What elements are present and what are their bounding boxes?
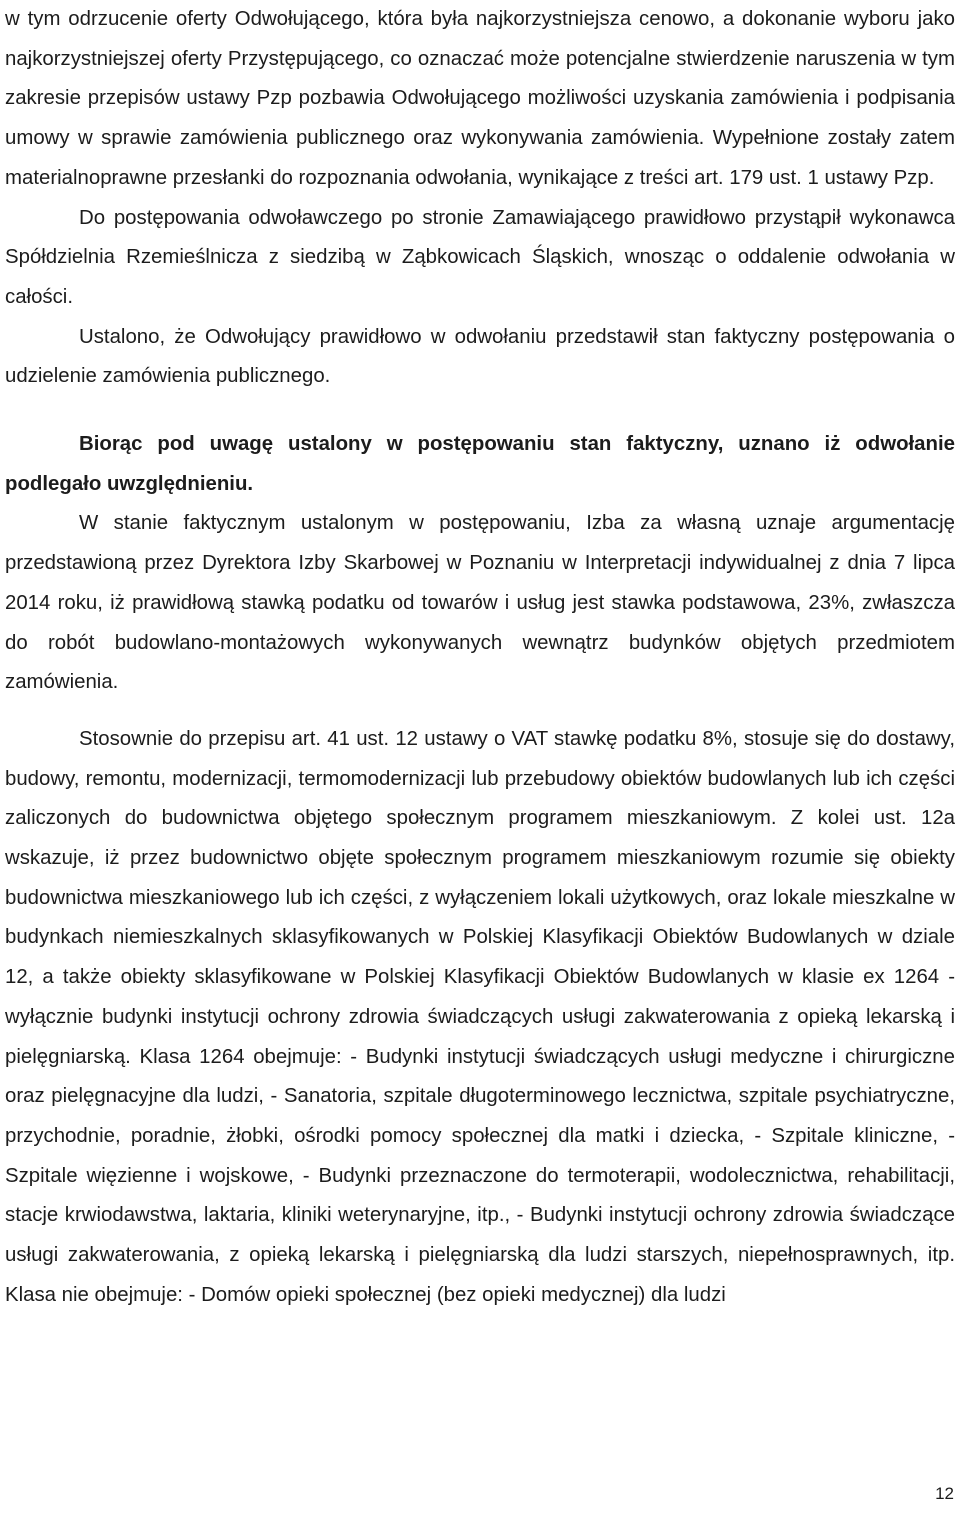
paragraph-standing-conclusion: w tym odrzucenie oferty Odwołującego, która była najkorzystniejsza cenowo, a dokonanie wyboru jako najkorzystniejszej oferty Przystępującego, co oznaczać może potencjalne stwierdzenie naruszenia w tym zakresie przepisów ustawy Pzp pozbawia Odwołującego możliwości uzyskania zamówienia i podpisania umowy w sprawie zamówienia publicznego oraz wykonywania zamówienia. Wypełnione zostały zatem materialnoprawne przesłanki do rozpoznania odwołania, wynikające z treści art. 179 ust. 1 ustawy Pzp. [5,8,955,189]
page-number: 12 [935,1484,954,1503]
paragraph-intervener: Do postępowania odwoławczego po stronie Zamawiającego prawidłowo przystąpił wykonawca Spółdzielnia Rzemieślnicza z siedzibą w Ząbkowicach Śląskich, wnosząc o oddalenie odwołania w całości. [5,206,955,308]
paragraph-tax-interpretation: W stanie faktycznym ustalonym w postępowaniu, Izba za własną uznaje argumentację przedstawioną przez Dyrektora Izby Skarbowej w Poznaniu w Interpretacji indywidualnej z dnia 7 lipca 2014 roku, iż prawidłową stawką podatku od towarów i usług jest stawka podstawowa, 23%, zwłaszcza do robót budowlano-montażowych wykonywanych wewnątrz budynków objętych przedmiotem zamówienia. [5,512,955,694]
document-body [5,0,955,1316]
paragraph-vat-provisions: Stosownie do przepisu art. 41 ust. 12 ustawy o VAT stawkę podatku 8%, stosuje się do dostawy, budowy, remontu, modernizacji, termomodernizacji lub przebudowy obiektów budowlanych lub ich części zaliczonych do budownictwa objętego społecznym programem mieszkaniowym. Z kolei ust. 12a wskazuje, iż przez budownictwo objęte społecznym programem mieszkaniowym rozumie się obiekty budownictwa mieszkaniowego lub ich części, z wyłączeniem lokali użytkowych, oraz lokale mieszkalne w budynkach niemieszkalnych sklasyfikowanych w Polskiej Klasyfikacji Obiektów Budowlanych w dziale 12, a także obiekty sklasyfikowane w Polskiej Klasyfikacji Obiektów Budowlanych w klasie ex 1264 - wyłącznie budynki instytucji ochrony zdrowia świadczących usługi zakwaterowania z opieką lekarską i pielęgniarską. Klasa 1264 obejmuje: - Budynki instytucji świadczących usługi medyczne i chirurgiczne oraz pielęgnacyjne dla ludzi, - Sanatoria, szpitale długoterminowego lecznictwa, szpitale psychiatryczne, przychodnie, poradnie, żłobki, ośrodki pomocy społecznej dla matki i dziecka, - Szpitale kliniczne, - Szpitale więzienne i wojskowe, - Budynki przeznaczone do termoterapii, wodolecznictwa, rehabilitacji, stacje krwiodawstwa, laktaria, kliniki weterynaryjne, itp., - Budynki instytucji ochrony zdrowia świadczące usługi zakwaterowania, z opieką lekarską i pielęgniarską dla ludzi starszych, niepełnosprawnych, itp. Klasa nie obejmuje: - Domów opieki społecznej (bez opieki medycznej) dla ludzi [5,727,955,1306]
paragraph-ruling-heading: Biorąc pod uwagę ustalony w postępowaniu stan faktyczny, uznano iż odwołanie podlegało uwzględnieniu. [5,433,955,495]
paragraph-facts-established: Ustalono, że Odwołujący prawidłowo w odwołaniu przedstawił stan faktyczny postępowania o udzielenie zamówienia publicznego. [5,325,955,388]
